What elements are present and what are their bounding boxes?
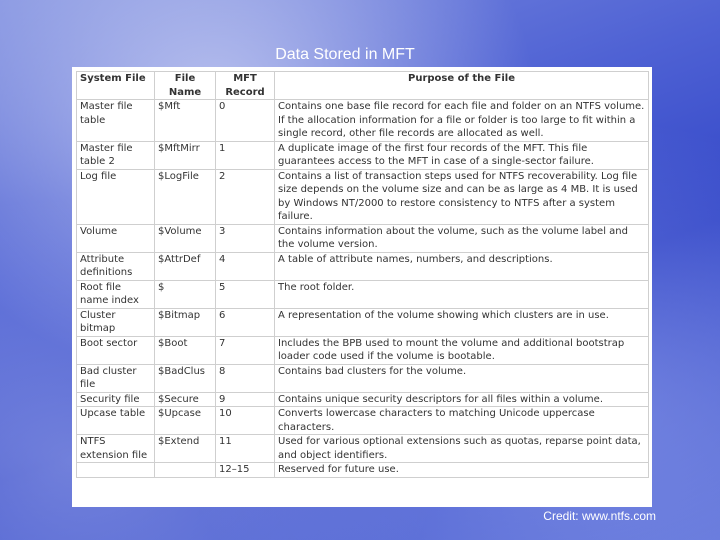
table-row bbox=[77, 169, 649, 224]
cell-file-name: $ bbox=[155, 280, 216, 308]
cell-purpose: Includes the BPB used to mount the volume and additional bootstrap loader code used if the volume is bootable. bbox=[275, 336, 649, 364]
cell-purpose: Reserved for future use. bbox=[275, 463, 649, 478]
cell-purpose: Contains one base file record for each file and folder on an NTFS volume. If the allocation information for a file or folder is too large to fit within a single record, other file records are allocated as well. bbox=[275, 100, 649, 142]
cell-file-name: $BadClus bbox=[155, 364, 216, 392]
cell-record: 8 bbox=[216, 364, 275, 392]
cell-system-file: Bad cluster file bbox=[77, 364, 155, 392]
cell-record: 3 bbox=[216, 224, 275, 252]
cell-record: 1 bbox=[216, 141, 275, 169]
cell-record: 5 bbox=[216, 280, 275, 308]
cell-file-name: $Bitmap bbox=[155, 308, 216, 336]
cell-system-file: Volume bbox=[77, 224, 155, 252]
mft-table-panel bbox=[72, 67, 652, 507]
cell-purpose: Contains a list of transaction steps used for NTFS recoverability. Log file size depends on the volume size and can be as large as 4 MB. It is used by Windows NT/2000 to restore consistency to NTFS after a system failure. bbox=[275, 169, 649, 224]
cell-system-file: NTFS extension file bbox=[77, 435, 155, 463]
cell-purpose: Used for various optional extensions such as quotas, reparse point data, and object identifiers. bbox=[275, 435, 649, 463]
cell-record: 12–15 bbox=[216, 463, 275, 478]
mft-table bbox=[76, 71, 649, 478]
slide-title: Data Stored in MFT bbox=[275, 46, 415, 63]
header-mft-record: MFT Record bbox=[216, 72, 275, 100]
cell-record: 2 bbox=[216, 169, 275, 224]
header-purpose: Purpose of the File bbox=[275, 72, 649, 100]
cell-purpose: Converts lowercase characters to matching Unicode uppercase characters. bbox=[275, 407, 649, 435]
cell-file-name: $MftMirr bbox=[155, 141, 216, 169]
cell-system-file: Upcase table bbox=[77, 407, 155, 435]
cell-system-file: Log file bbox=[77, 169, 155, 224]
cell-system-file: Attribute definitions bbox=[77, 252, 155, 280]
cell-system-file: Master file table bbox=[77, 100, 155, 142]
cell-record: 11 bbox=[216, 435, 275, 463]
cell-record: 4 bbox=[216, 252, 275, 280]
table-row bbox=[77, 141, 649, 169]
cell-purpose: A duplicate image of the first four records of the MFT. This file guarantees access to the MFT in case of a single-sector failure. bbox=[275, 141, 649, 169]
cell-purpose: A representation of the volume showing which clusters are in use. bbox=[275, 308, 649, 336]
cell-purpose: Contains information about the volume, such as the volume label and the volume version. bbox=[275, 224, 649, 252]
cell-file-name: $LogFile bbox=[155, 169, 216, 224]
cell-system-file bbox=[77, 463, 155, 478]
cell-system-file: Master file table 2 bbox=[77, 141, 155, 169]
cell-file-name: $Upcase bbox=[155, 407, 216, 435]
cell-system-file: Root file name index bbox=[77, 280, 155, 308]
cell-file-name: $Extend bbox=[155, 435, 216, 463]
cell-purpose: A table of attribute names, numbers, and descriptions. bbox=[275, 252, 649, 280]
table-row bbox=[77, 463, 649, 478]
credit-text: Credit: www.ntfs.com bbox=[543, 509, 656, 523]
cell-file-name: $AttrDef bbox=[155, 252, 216, 280]
cell-file-name: $Mft bbox=[155, 100, 216, 142]
cell-system-file: Boot sector bbox=[77, 336, 155, 364]
table-row bbox=[77, 100, 649, 142]
table-row bbox=[77, 308, 649, 336]
header-file-name: File Name bbox=[155, 72, 216, 100]
cell-record: 10 bbox=[216, 407, 275, 435]
cell-file-name: $Secure bbox=[155, 392, 216, 407]
table-header-row bbox=[77, 72, 649, 100]
table-row bbox=[77, 336, 649, 364]
cell-system-file: Security file bbox=[77, 392, 155, 407]
cell-purpose: The root folder. bbox=[275, 280, 649, 308]
table-row bbox=[77, 252, 649, 280]
table-row bbox=[77, 364, 649, 392]
table-row bbox=[77, 435, 649, 463]
cell-record: 6 bbox=[216, 308, 275, 336]
cell-file-name: $Boot bbox=[155, 336, 216, 364]
table-row bbox=[77, 280, 649, 308]
cell-purpose: Contains bad clusters for the volume. bbox=[275, 364, 649, 392]
table-row bbox=[77, 407, 649, 435]
cell-system-file: Cluster bitmap bbox=[77, 308, 155, 336]
cell-record: 9 bbox=[216, 392, 275, 407]
header-system-file: System File bbox=[77, 72, 155, 100]
cell-record: 7 bbox=[216, 336, 275, 364]
table-row bbox=[77, 392, 649, 407]
cell-file-name: $Volume bbox=[155, 224, 216, 252]
cell-file-name bbox=[155, 463, 216, 478]
cell-record: 0 bbox=[216, 100, 275, 142]
cell-purpose: Contains unique security descriptors for all files within a volume. bbox=[275, 392, 649, 407]
table-row bbox=[77, 224, 649, 252]
